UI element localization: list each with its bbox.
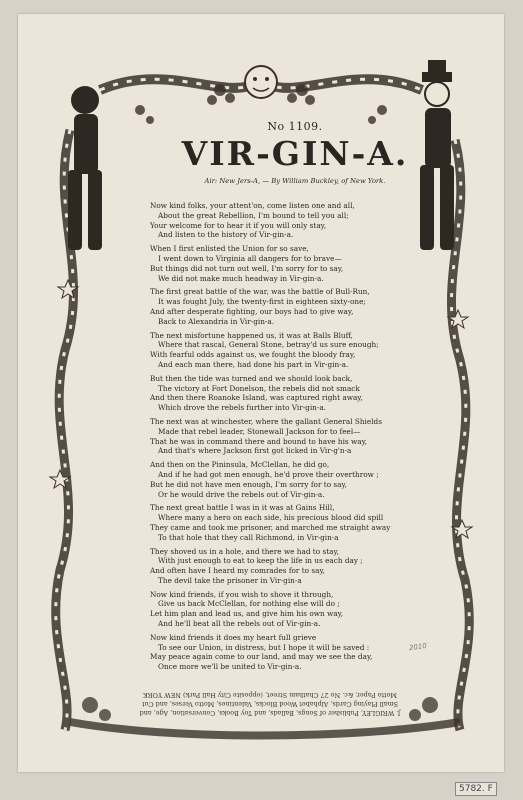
catalog-number-label: 5782. F [455, 782, 497, 796]
verse-line: The first great battle of the war, was the battle of Bull-Run, [150, 287, 370, 297]
verse-line: When I first enlisted the Union for so save, [150, 244, 309, 254]
publisher-imprint [80, 690, 460, 717]
verse [150, 417, 440, 456]
verse [150, 633, 440, 672]
verse-line: Let him plan and lead us, and give him his own way, [150, 609, 344, 619]
verse-line: Where that rascal, General Stone, betray'd us sure enough; [158, 340, 379, 350]
song-air-credit: Air: New Jers-A, — By William Buckley, of New York. [204, 177, 386, 185]
verse-line: And listen to the history of Vir-gin-a. [158, 230, 294, 240]
verse-line: The next misfortune happened us, it was at Balls Bluff, [150, 330, 353, 340]
imprint-line: Small Playing Cards, Alphabet Wood Blocks, Valentines, Motto Verses, and Cut [142, 700, 399, 708]
song-verses [150, 201, 440, 672]
verse-line: And if he had got men enough, he'd prove their overthrow ; [158, 469, 379, 479]
verse-line: Or he would drive the rebels out of Vir-gin-a. [158, 489, 325, 499]
verse [150, 503, 440, 542]
pencil-annotation: 2010 [408, 641, 428, 653]
verse-line: They shoved us in a hole, and there we had to stay, [150, 546, 339, 556]
verse-line: Now kind folks, your attent'on, come listen one and all, [150, 201, 355, 210]
verse-line: And after desperate fighting, our boys had to give way, [150, 306, 354, 316]
verse-line: The victory at Fort Donelson, the rebels did not smack [158, 383, 360, 393]
verse [150, 590, 440, 629]
verse-line: And he'll beat all the rebels out of Vir-gin-a. [158, 619, 321, 629]
verse-line: With just enough to eat to keep the life in us each day ; [158, 556, 363, 566]
verse-line: With fearful odds against us, we fought the bloody fray, [150, 350, 356, 360]
song-number: No 1109. [267, 120, 323, 133]
verse [150, 287, 440, 326]
verse-line: Give us back McClellan, for nothing else will do ; [158, 599, 340, 609]
verse-line: And that's where Jackson first got licked in Vir-g'n-a [158, 446, 352, 456]
verse-line: That he was in command there and bound to have his way, [150, 436, 368, 446]
song-title: VIR-GIN-A. [181, 134, 409, 173]
verse-line: And each man there, had done his part in Vir-gin-a. [158, 359, 349, 369]
verse-line: It was fought July, the twenty-first in eighteen sixty-one; [158, 297, 366, 307]
song-text-block [150, 120, 440, 676]
verse-line: Your welcome for to hear it if you will only stay, [150, 220, 327, 230]
imprint-line: Motto Paper, &c. No 27 Chatham Street, (opposite City Hall Park) NEW YORK [143, 691, 397, 699]
verse-line: About the great Rebellion, I'm bound to tell you all; [158, 210, 349, 220]
verse [150, 244, 440, 283]
verse-line: Back to Alexandria in Vir-gin-a. [158, 316, 275, 326]
verse-line: And then on the Pininsula, McClellan, he did go, [150, 460, 330, 470]
verse-line: And often have I heard my comrades for to say, [150, 566, 325, 576]
verse-line: But then the tide was turned and we should look back, [150, 373, 353, 383]
verse-line: They came and took me prisoner, and marched me straight away [150, 522, 391, 532]
verse-line: To that hole that they call Richmond, in Vir-gin-a [158, 532, 339, 542]
verse-line: The devil take the prisoner in Vir-gin-a [158, 575, 302, 585]
verse-line: Once more we'll be united to Vir-gin-a. [158, 662, 302, 672]
imprint-line: J. WRIGLEY, Publisher of Songs, Ballads, and Toy Books, Conversation, Age, and [139, 709, 401, 717]
verse-line: The next great battle I was in it was at Gains Hill, [150, 503, 335, 513]
verse-line: We did not make much headway in Vir-gin-a. [158, 273, 324, 283]
verse [150, 547, 440, 586]
verse-line: Which drove the rebels further into Vir-gin-a. [158, 403, 327, 413]
verse-line: Now kind friends it does my heart full grieve [150, 632, 317, 642]
verse [150, 201, 440, 240]
verse-line: To see our Union, in distress, but I hope it will be saved : [158, 642, 370, 652]
verse-line: Where many a hero on each side, his precious blood did spill [158, 513, 384, 523]
verse-line: I went down to Virginia all dangers for to brave— [158, 253, 342, 263]
verse-line: But things did not turn out well, I'm sorry for to say, [150, 263, 344, 273]
verse-line: Now kind friends, if you wish to shove it through, [150, 589, 334, 599]
verse-line: And then there Roanoke Island, was captured right away, [150, 393, 363, 403]
verse-line: But he did not have men enough, I'm sorry for to say, [150, 479, 347, 489]
verse-line: The next was at winchester, where the gallant General Shields [150, 416, 382, 426]
verse-line: Made that rebel leader, Stonewall Jackson for to feel— [158, 426, 361, 436]
verse-line: May peace again come to our land, and may we see the day, [150, 652, 373, 662]
verse [150, 374, 440, 413]
verse [150, 460, 440, 499]
verse [150, 331, 440, 370]
